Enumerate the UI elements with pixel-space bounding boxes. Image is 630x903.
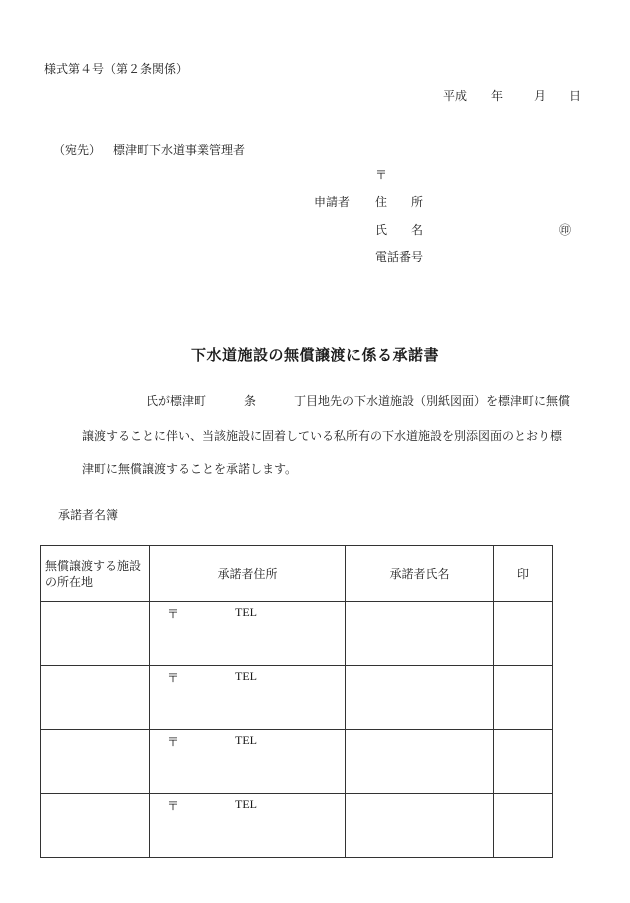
tel-label: TEL	[235, 669, 257, 683]
tel-label: TEL	[235, 797, 257, 811]
location-cell[interactable]	[41, 794, 150, 858]
body-line-1-b: 条	[244, 394, 257, 408]
date-month: 月	[534, 89, 547, 103]
postal-mark: 〒	[167, 607, 180, 621]
date-day: 日	[569, 89, 582, 103]
applicant-name-label: 氏 名	[375, 223, 424, 237]
applicant-address-label: 住 所	[375, 195, 424, 209]
roster-table	[40, 545, 553, 858]
name-cell[interactable]	[346, 666, 494, 730]
table-row	[41, 602, 553, 666]
table-row	[41, 794, 553, 858]
body-line-3: 津町に無償譲渡することを承諾します。	[82, 462, 298, 476]
date-era: 平成	[443, 89, 468, 103]
roster-heading: 承諾者名簿	[58, 508, 119, 522]
location-cell[interactable]	[41, 602, 150, 666]
applicant-label: 申請者	[314, 195, 351, 209]
address-cell[interactable]	[150, 794, 346, 858]
seal-mark: ㊞	[559, 223, 572, 237]
postal-mark: 〒	[167, 671, 180, 685]
table-row	[41, 730, 553, 794]
document-title: 下水道施設の無償譲渡に係る承諾書	[190, 346, 439, 364]
name-cell[interactable]	[346, 794, 494, 858]
seal-cell[interactable]	[494, 602, 553, 666]
table-row	[41, 666, 553, 730]
column-header-seal: 印	[494, 546, 553, 602]
form-number-label: 様式第４号（第２条関係）	[44, 62, 189, 76]
tel-label: TEL	[235, 605, 257, 619]
applicant-phone-label: 電話番号	[375, 250, 424, 264]
body-line-2: 譲渡することに伴い、当該施設に固着している私所有の下水道施設を別添図面のとおり標	[82, 429, 563, 443]
column-header-name: 承諾者氏名	[346, 546, 494, 602]
table-header-row	[41, 546, 553, 602]
tel-label: TEL	[235, 733, 257, 747]
seal-cell[interactable]	[494, 730, 553, 794]
address-cell[interactable]	[150, 730, 346, 794]
date-year: 年	[491, 89, 504, 103]
body-line-1-a: 氏が標津町	[146, 394, 207, 408]
body-line-1	[146, 392, 570, 409]
seal-cell[interactable]	[494, 666, 553, 730]
address-cell[interactable]	[150, 602, 346, 666]
name-cell[interactable]	[346, 730, 494, 794]
seal-cell[interactable]	[494, 794, 553, 858]
location-cell[interactable]	[41, 666, 150, 730]
address-cell[interactable]	[150, 666, 346, 730]
location-cell[interactable]	[41, 730, 150, 794]
postal-mark: 〒	[167, 735, 180, 749]
addressee-prefix: （宛先）	[53, 143, 102, 157]
name-cell[interactable]	[346, 602, 494, 666]
addressee	[53, 141, 245, 158]
addressee-recipient: 標津町下水道事業管理者	[113, 143, 246, 157]
column-header-address: 承諾者住所	[150, 546, 346, 602]
column-header-location: 無償譲渡する施設の所在地	[41, 546, 150, 602]
postal-mark: 〒	[167, 799, 180, 813]
body-line-1-c: 丁目地先の下水道施設（別紙図面）を標津町に無償	[294, 394, 571, 408]
applicant-postal-mark: 〒	[375, 168, 388, 182]
date-line	[443, 87, 581, 104]
